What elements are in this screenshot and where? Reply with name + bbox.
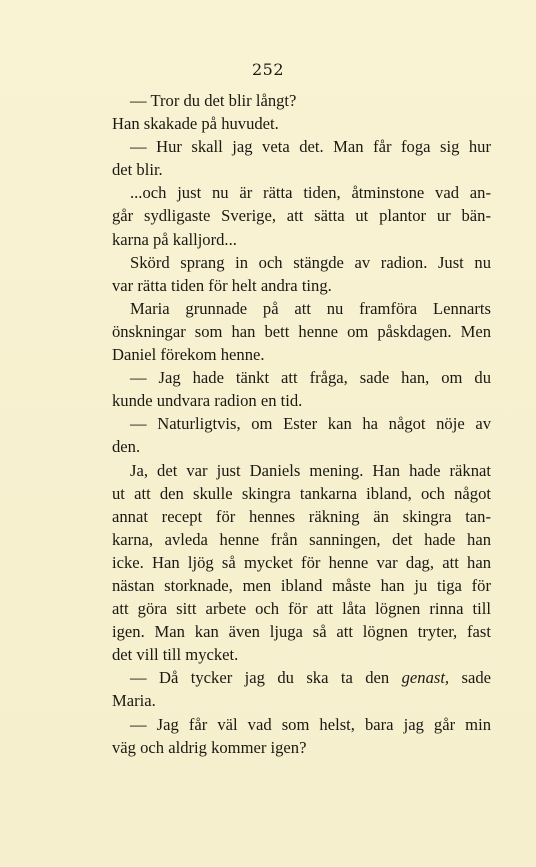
text-run: — Då tycker jag du ska ta den [130,668,402,688]
text-line: ...och just nu är rätta tiden, åtminstone vad an- [130,183,491,203]
text-line: Skörd sprang in och stängde av radion. Just nu [130,252,491,272]
text-line: — Naturligtvis, om Ester kan ha något nöje av [130,414,491,434]
text-lines [112,89,491,666]
text-line: kunde undvara radion en tid. [112,391,303,411]
text-line: — Tror du det blir långt? [130,91,297,110]
text-run: sade [449,668,491,688]
text-line: det blir. [112,160,163,180]
text-line: karna på kalljord... [112,229,237,249]
text-line: icke. Han ljög så mycket för henne var dag, att han [112,552,491,572]
text-line: den. [112,437,141,457]
text-line: väg och aldrig kommer igen? [112,737,307,757]
text-line: det vill till mycket. [112,645,239,665]
text-line: nästan storknade, men ibland måste han ju tiga för [112,575,491,595]
text-line: — Jag får väl vad som helst, bara jag går min [130,714,491,734]
text-line: igen. Man kan även ljuga så att lögnen tryter, fast [112,622,491,642]
page-number: 252 [251,60,285,79]
text-line: går sydligaste Sverige, att sätta ut plantor ur bän- [112,206,491,226]
text-line: karna, avleda henne från sanningen, det hade han [112,529,491,549]
text-line: Maria. [112,691,156,711]
body-text [112,89,491,759]
text-line: — Hur skall jag veta det. Man får foga sig hur [130,137,491,157]
text-line [112,666,491,689]
text-line: att göra sitt arbete och för att låta lögnen rinna till [112,599,491,619]
text-line: Daniel förekom henne. [112,345,265,365]
text-line: var rätta tiden för helt andra ting. [112,275,332,295]
text-line: Han skakade på huvudet. [112,114,279,134]
text-line: önskningar som han bett henne om påskdagen. Men [112,321,491,341]
text-line: — Jag hade tänkt att fråga, sade han, om du [130,368,491,388]
text-line: annat recept för hennes räkning än skingra tan- [112,506,491,526]
emphasis-text: genast, [401,668,450,688]
text-line: Ja, det var just Daniels mening. Han hade räknat [130,460,491,480]
text-line: Maria grunnade på att nu framföra Lennarts [130,298,491,318]
text-line: ut att den skulle skingra tankarna ibland, och något [112,483,491,503]
